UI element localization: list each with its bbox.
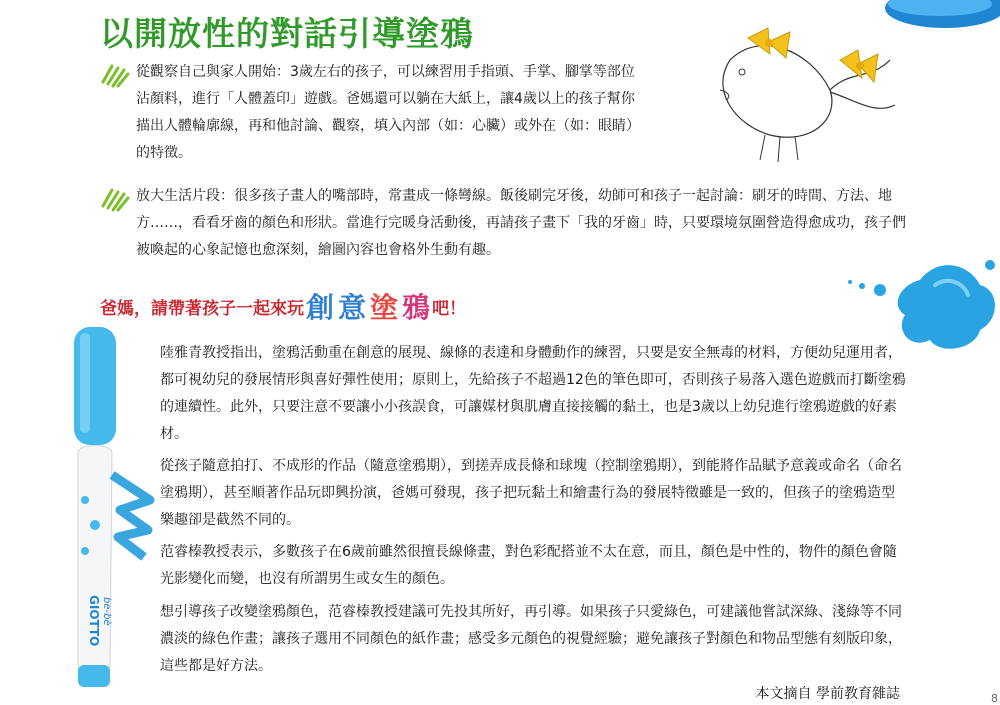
marker-sub-label: be-bè (101, 597, 112, 626)
cta-suffix: 吧！ (432, 298, 467, 319)
bow-icon (840, 50, 878, 82)
source-credit: 本文摘自 學前教育雜誌 (755, 686, 900, 702)
paragraph-color-guidance: 想引導孩子改變塗鴉顏色，范睿榛教授建議可先投其所好，再引導。如果孩子只愛綠色，可建議他嘗試深綠、淺綠等不同濃淡的綠色作畫；讓孩子選用不同顏色的紙作畫；感受多元顏色的視覺經驗；避免讓孩子對顏色和物品型態有刻版印象，這些都是好方法。 (160, 604, 902, 674)
paragraph-daily-life: 放大生活片段：很多孩子畫人的嘴部時，常畫成一條彎線。飯後刷完牙後，幼師可和孩子一起討論：刷牙的時間、方法、地方……，看看牙齒的顏色和形狀。當進行完暖身活動後，再請孩子畫下「我的牙齒」時，只要環境氛圍營造得愈成功，孩子們被喚起的心象記憶也愈深刻，繪圖內容也會格外生動有趣。 (136, 188, 906, 258)
paragraph-development-stages: 從孩子隨意拍打、不成形的作品（隨意塗鴉期），到搓弄成長條和球塊（控制塗鴉期），到能將作品賦予意義或命名（命名塗鴉期），甚至順著作品玩即興扮演，爸媽可發現，孩子把玩黏土和繪畫行為的發展特徵雖是一致的，但孩子的塗鴉造型樂趣卻是截然不同的。 (160, 458, 902, 528)
paragraph-fan-professor: 范睿榛教授表示，多數孩子在6歲前雖然很擅長線條畫，對色彩配搭並不太在意，而且，顏色是中性的，物件的顏色會隨光影變化而變，也沒有所謂男生或女生的顏色。 (160, 544, 897, 587)
green-scribble-bullet-icon (100, 186, 130, 212)
cta-highlight-char: 創 (306, 291, 335, 324)
cta-highlight-char: 意 (338, 291, 367, 324)
green-scribble-bullet-icon (100, 62, 130, 88)
cta-heading (100, 286, 466, 326)
child-drawing-illustration (690, 20, 910, 170)
bow-icon (748, 28, 790, 58)
page-number: 8 (991, 692, 998, 705)
paragraph-observation: 從觀察自己與家人開始：3歲左右的孩子，可以練習用手指頭、手掌、腳掌等部位沾顏料，進行「人體蓋印」遊戲。爸媽還可以躺在大紙上，讓4歲以上的孩子幫你描出人體輪廓線，再和他討論、觀察，填入內部（如：心臟）或外在（如：眼睛）的特徵。 (136, 64, 635, 161)
cta-prefix: 爸媽，請帶著孩子一起來玩 (100, 298, 304, 319)
cta-highlight-char: 鴉 (402, 291, 431, 324)
blue-marker-pen-illustration (60, 325, 160, 690)
marker-brand-label: GIOTTO (87, 595, 101, 647)
paragraph-lu-professor: 陸雅青教授指出，塗鴉活動重在創意的展現、線條的表達和身體動作的練習，只要是安全無毒的材料，方便幼兒運用者，都可視幼兒的發展情形與喜好彈性使用；原則上，先給孩子不超過12色的筆色即可，否則孩子易落入選色遊戲而打斷塗鴉的連續性。此外，只要注意不要讓小小孩誤食，可讓媒材與肌膚直接接觸的黏土，也是3歲以上幼兒進行塗鴉遊戲的好素材。 (160, 345, 906, 442)
cta-highlight-char: 塗 (370, 291, 399, 324)
page-title: 以開放性的對話引導塗鴉 (100, 14, 474, 53)
